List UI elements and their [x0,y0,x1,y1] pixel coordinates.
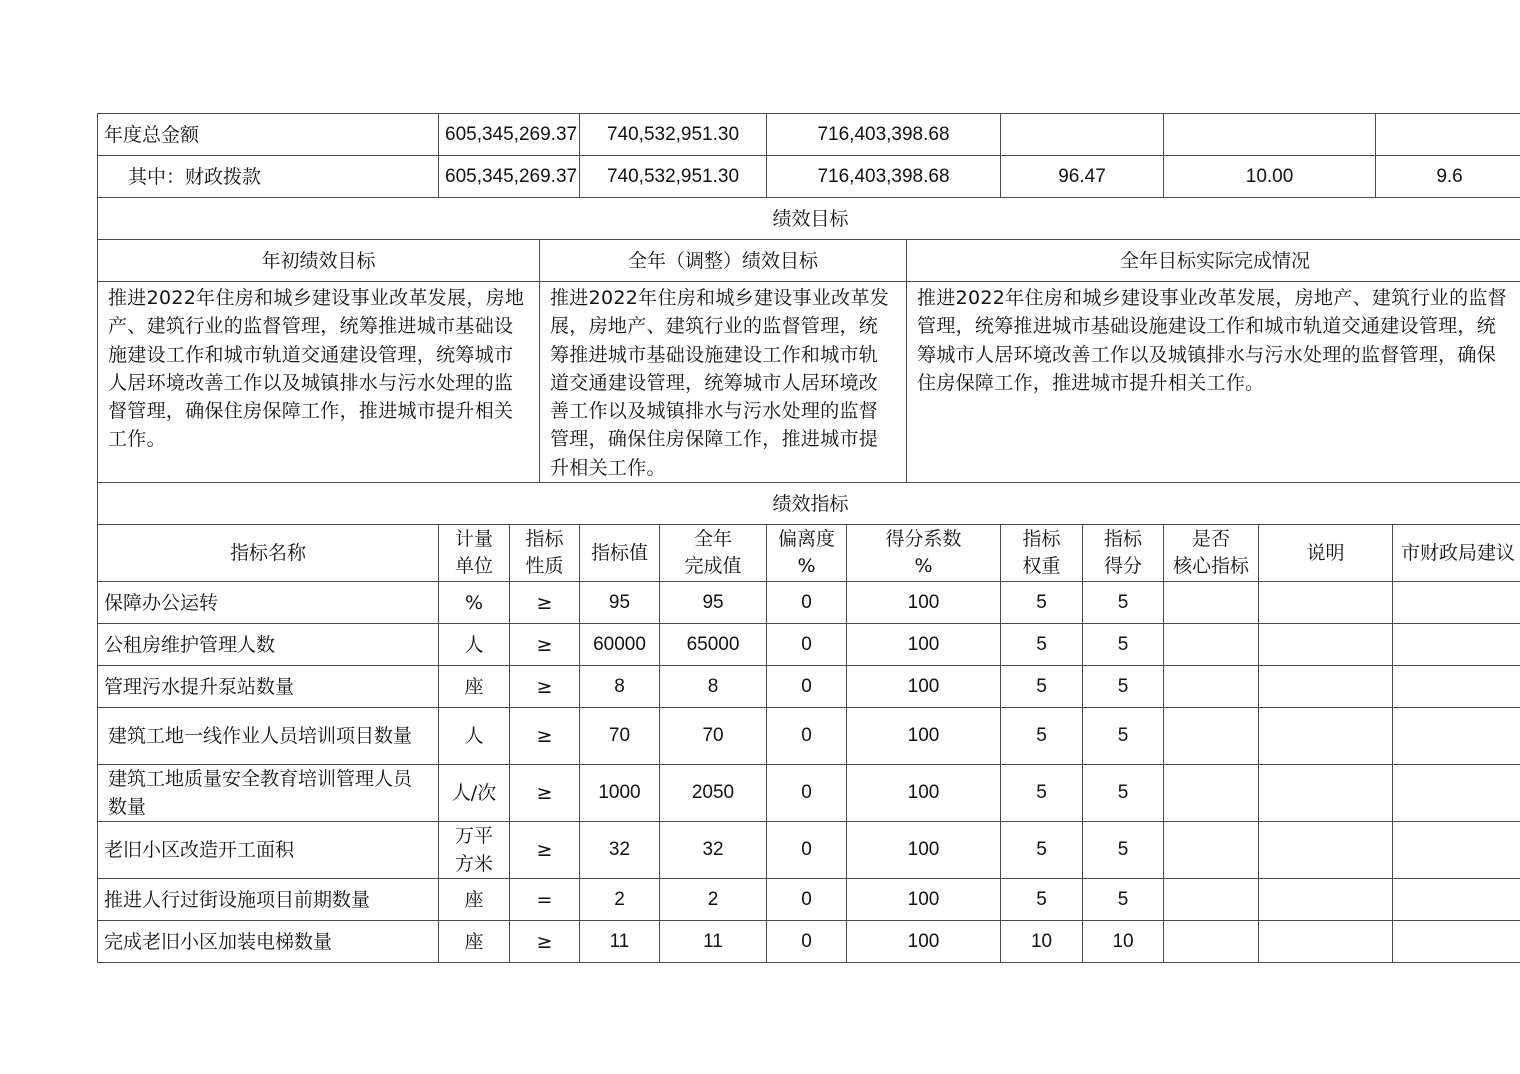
budget-label: 其中：财政拨款 [98,156,439,198]
budget-rate: 96.47 [1001,156,1164,198]
indicator-weight: 5 [1001,822,1083,879]
header-core-line1: 是否 [1192,528,1231,551]
indicator-target: 32 [580,822,660,879]
indicator-score: 5 [1083,879,1164,921]
goal-text-actual: 推进2022年住房和城乡建设事业改革发展，房地产、建筑行业的监督管理，统筹推进城市基础设施建设工作和城市轨道交通建设管理，统筹城市人居环境改善工作以及城镇排水与污水处理的监督管理，确保住房保障工作，推进城市提升相关工作。 [907,282,1520,483]
budget-score [1376,114,1520,156]
header-score [1083,525,1164,582]
indicator-coef: 100 [847,765,1001,822]
indicator-advice [1393,765,1520,822]
table-row [98,765,1520,822]
header-coef [847,525,1001,582]
indicator-target: 8 [580,666,660,708]
indicator-core [1164,879,1259,921]
indicator-score: 5 [1083,765,1164,822]
header-weight [1001,525,1083,582]
indicator-note [1259,582,1393,624]
budget-weight: 10.00 [1164,156,1376,198]
header-unit [439,525,510,582]
indicator-weight: 5 [1001,666,1083,708]
indicator-unit: 座 [439,666,510,708]
indicator-unit: 座 [439,879,510,921]
indicator-actual: 95 [660,582,767,624]
indicator-weight: 5 [1001,879,1083,921]
header-actual-line2: 完成值 [684,555,742,578]
header-deviation [767,525,847,582]
indicator-actual: 2 [660,879,767,921]
table-row [98,708,1520,765]
indicator-target: 95 [580,582,660,624]
table-row [98,822,1520,879]
indicator-actual: 32 [660,822,767,879]
indicator-weight: 5 [1001,765,1083,822]
header-core [1164,525,1259,582]
indicator-nature: ≥ [510,666,580,708]
indicator-coef: 100 [847,879,1001,921]
indicator-target: 60000 [580,624,660,666]
indicator-weight: 5 [1001,708,1083,765]
indicator-nature: ≥ [510,822,580,879]
indicator-note [1259,624,1393,666]
budget-executed: 716,403,398.68 [767,114,1001,156]
indicator-unit: 万平方米 [439,822,510,879]
indicator-deviation: 0 [767,582,847,624]
goals-section-title: 绩效目标 [98,198,1520,240]
indicator-unit: 人 [439,708,510,765]
table-row [98,624,1520,666]
goal-text-initial: 推进2022年住房和城乡建设事业改革发展，房地产、建筑行业的监督管理，统筹推进城市基础设施建设工作和城市轨道交通建设管理，统筹城市人居环境改善工作以及城镇排水与污水处理的监督管理，确保住房保障工作，推进城市提升相关工作。 [98,282,540,483]
indicator-name: 老旧小区改造开工面积 [98,822,439,879]
header-weight-line2: 权重 [1022,555,1061,578]
indicator-name: 管理污水提升泵站数量 [98,666,439,708]
header-score-line2: 得分 [1104,555,1143,578]
indicators-title-row [98,483,1520,525]
header-unit-line2: 单位 [454,555,493,578]
indicator-score: 10 [1083,921,1164,963]
header-nature [510,525,580,582]
indicator-weight: 5 [1001,582,1083,624]
indicator-name: 保障办公运转 [98,582,439,624]
indicator-note [1259,879,1393,921]
goals-title-row [98,198,1520,240]
indicator-deviation: 0 [767,624,847,666]
header-name: 指标名称 [98,525,439,582]
header-core-line2: 核心指标 [1173,555,1250,578]
header-deviation-line2: % [797,555,816,578]
table-row [98,921,1520,963]
indicator-coef: 100 [847,624,1001,666]
table-row [98,879,1520,921]
indicator-nature: ≥ [510,582,580,624]
indicator-target: 2 [580,879,660,921]
header-score-line1: 指标 [1104,528,1143,551]
indicator-core [1164,822,1259,879]
indicators-header-row [98,525,1520,582]
indicator-actual: 70 [660,708,767,765]
indicator-name: 推进人行过街设施项目前期数量 [98,879,439,921]
header-target: 指标值 [580,525,660,582]
indicator-deviation: 0 [767,822,847,879]
indicator-score: 5 [1083,708,1164,765]
budget-adjusted: 740,532,951.30 [580,156,767,198]
indicator-weight: 5 [1001,624,1083,666]
budget-initial: 605,345,269.37 [439,156,580,198]
indicator-name: 建筑工地一线作业人员培训项目数量 [98,708,439,765]
indicator-coef: 100 [847,921,1001,963]
indicator-unit: 人 [439,624,510,666]
indicator-target: 70 [580,708,660,765]
indicator-core [1164,921,1259,963]
budget-row-fiscal [98,156,1520,198]
indicator-nature: ≥ [510,921,580,963]
goals-header-row [98,240,1520,282]
goal-header-adjusted: 全年（调整）绩效目标 [540,240,907,282]
indicator-target: 11 [580,921,660,963]
indicator-deviation: 0 [767,921,847,963]
budget-row-total [98,114,1520,156]
header-note: 说明 [1259,525,1393,582]
indicator-note [1259,708,1393,765]
header-nature-line2: 性质 [525,555,564,578]
header-actual [660,525,767,582]
indicator-deviation: 0 [767,879,847,921]
indicator-coef: 100 [847,666,1001,708]
indicator-advice [1393,582,1520,624]
indicator-coef: 100 [847,822,1001,879]
indicator-core [1164,624,1259,666]
header-coef-line1: 得分系数 [885,528,962,551]
indicator-note [1259,666,1393,708]
header-actual-line1: 全年 [694,528,733,551]
indicator-name: 完成老旧小区加装电梯数量 [98,921,439,963]
indicator-score: 5 [1083,666,1164,708]
indicator-note [1259,822,1393,879]
indicator-deviation: 0 [767,765,847,822]
indicator-note [1259,921,1393,963]
budget-adjusted: 740,532,951.30 [580,114,767,156]
header-nature-line1: 指标 [525,528,564,551]
indicator-advice [1393,921,1520,963]
goal-header-actual: 全年目标实际完成情况 [907,240,1520,282]
goals-text-row [98,282,1520,483]
indicator-actual: 8 [660,666,767,708]
indicator-nature: = [510,879,580,921]
indicator-unit: % [439,582,510,624]
performance-table [97,113,1520,963]
indicator-advice [1393,879,1520,921]
indicator-core [1164,582,1259,624]
indicator-core [1164,666,1259,708]
indicator-deviation: 0 [767,708,847,765]
header-coef-line2: % [914,555,933,578]
indicator-core [1164,765,1259,822]
indicator-name: 建筑工地质量安全教育培训管理人员数量 [98,765,439,822]
indicator-score: 5 [1083,822,1164,879]
header-weight-line1: 指标 [1022,528,1061,551]
indicator-unit: 座 [439,921,510,963]
budget-executed: 716,403,398.68 [767,156,1001,198]
indicator-target: 1000 [580,765,660,822]
indicator-actual: 2050 [660,765,767,822]
indicator-nature: ≥ [510,624,580,666]
budget-weight [1164,114,1376,156]
header-advice: 市财政局建议 [1393,525,1520,582]
goal-header-initial: 年初绩效目标 [98,240,540,282]
indicator-score: 5 [1083,624,1164,666]
indicator-note [1259,765,1393,822]
indicator-deviation: 0 [767,666,847,708]
table-row [98,666,1520,708]
indicator-core [1164,708,1259,765]
indicator-score: 5 [1083,582,1164,624]
indicator-weight: 10 [1001,921,1083,963]
indicator-coef: 100 [847,708,1001,765]
indicator-name: 公租房维护管理人数 [98,624,439,666]
indicator-coef: 100 [847,582,1001,624]
indicator-actual: 11 [660,921,767,963]
budget-score: 9.6 [1376,156,1520,198]
indicator-unit: 人/次 [439,765,510,822]
budget-label: 年度总金额 [98,114,439,156]
indicator-advice [1393,708,1520,765]
goal-text-adjusted: 推进2022年住房和城乡建设事业改革发展，房地产、建筑行业的监督管理，统筹推进城市基础设施建设工作和城市轨道交通建设管理，统筹城市人居环境改善工作以及城镇排水与污水处理的监督管理，确保住房保障工作，推进城市提升相关工作。 [540,282,907,483]
indicators-section-title: 绩效指标 [98,483,1520,525]
indicator-advice [1393,624,1520,666]
indicator-advice [1393,666,1520,708]
header-unit-line1: 计量 [454,528,493,551]
budget-rate [1001,114,1164,156]
indicator-advice [1393,822,1520,879]
indicator-actual: 65000 [660,624,767,666]
budget-initial: 605,345,269.37 [439,114,580,156]
table-row [98,582,1520,624]
header-deviation-line1: 偏离度 [778,528,836,551]
indicator-nature: ≥ [510,708,580,765]
indicator-nature: ≥ [510,765,580,822]
